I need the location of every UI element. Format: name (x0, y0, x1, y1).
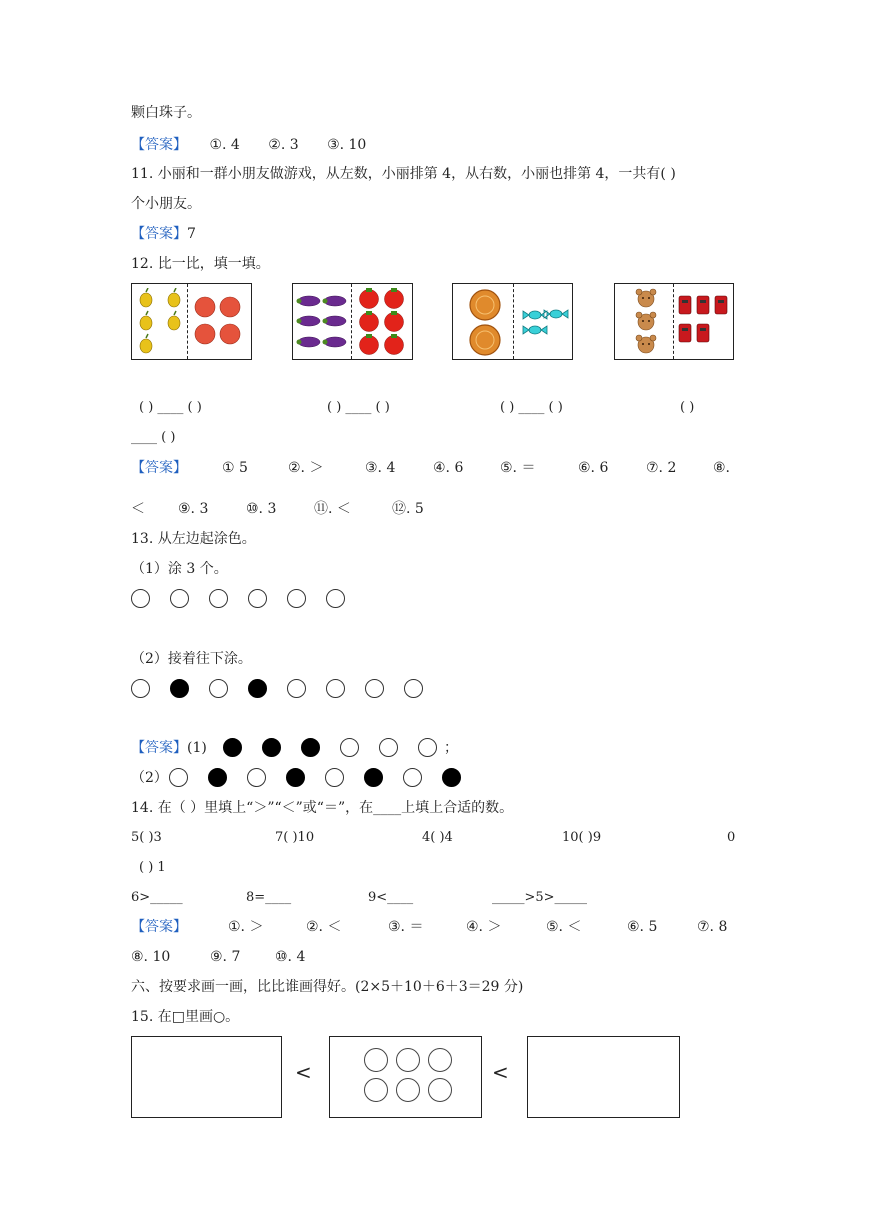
answer-item: ③. 4 (365, 460, 396, 476)
answer-item: ① 5 (222, 460, 248, 476)
answer-prefix: (1) (187, 740, 207, 756)
empty-circle-icon (379, 738, 398, 757)
empty-circle-icon (326, 589, 345, 608)
answer-item: ②. ＜ (306, 919, 342, 935)
less-than-sign: < (295, 1060, 312, 1084)
empty-circle-icon (418, 738, 437, 757)
compare-box-mooncakes-candies (452, 283, 573, 360)
q12-blank-2: ( ) ____ ( ) (327, 400, 390, 415)
compare-item: 0 (727, 830, 736, 845)
compare-item: 10( )9 (562, 830, 602, 845)
fill-item: 6>_____ (131, 890, 183, 905)
empty-circle-icon (170, 589, 189, 608)
filled-circle-icon (364, 768, 383, 787)
filled-circle-icon (262, 738, 281, 757)
empty-draw-box-right[interactable] (527, 1036, 680, 1118)
answer-item: ⑪. ＜ (314, 501, 351, 517)
filled-circle-icon (170, 679, 189, 698)
q14-text: 14. 在（ ）里填上“＞”“＜”或“＝”，在____上填上合适的数。 (131, 800, 514, 816)
empty-circle-icon (247, 768, 266, 787)
tomato-group-icon (356, 287, 410, 357)
pear-group-icon (134, 288, 186, 356)
compare-item: 5( )3 (131, 830, 162, 845)
empty-circle-icon (326, 679, 345, 698)
empty-circle-icon (365, 679, 384, 698)
less-than-sign: < (492, 1060, 509, 1084)
robot-group-icon (674, 292, 732, 350)
q11-text-2: 个小朋友。 (131, 196, 201, 212)
compare-box-pears-apples (131, 283, 252, 360)
empty-circle-icon (404, 679, 423, 698)
q11-text: 11. 小丽和一群小朋友做游戏，从左数，小丽排第 4，从右数，小丽也排第 4，一共有( ) (131, 166, 676, 182)
answer-item: ⑩. 3 (246, 501, 277, 517)
answer-label: 【答案】 (131, 226, 187, 242)
answer-item: ④. ＞ (466, 919, 502, 935)
q13-text: 13. 从左边起涂色。 (131, 531, 256, 547)
answer-item: ＜ (131, 501, 145, 517)
filled-circle-icon (223, 738, 242, 757)
q11-answer (131, 225, 196, 243)
answer-label: 【答案】 (131, 137, 187, 153)
compare-item: 7( )10 (275, 830, 315, 845)
empty-circle-icon (209, 679, 228, 698)
fill-item: _____>5>_____ (492, 890, 588, 905)
answer-item: ③. ＝ (388, 919, 424, 935)
answer-label: 【答案】 (131, 740, 187, 756)
q12-blank-5: ____ ( ) (131, 430, 176, 445)
filled-circle-icon (248, 679, 267, 698)
q13-part1: （1）涂 3 个。 (131, 561, 228, 577)
answer-item: ⑤. ＜ (546, 919, 582, 935)
empty-circle-icon (340, 738, 359, 757)
q12-text: 12. 比一比，填一填。 (131, 256, 270, 272)
answer-prefix: （2） (131, 770, 168, 786)
answer-item: ⑩. 4 (275, 949, 306, 965)
compare-box-eggplants-tomatoes (292, 283, 413, 360)
circle-icon (364, 1078, 388, 1102)
circle-icon (364, 1048, 388, 1072)
answer-item: ⑥. 5 (627, 919, 658, 935)
fill-item: 9<____ (368, 890, 414, 905)
answer-item: ⑧. (713, 460, 731, 476)
answer-item: 7 (187, 226, 196, 242)
mooncake-group-icon (465, 289, 505, 357)
answer-label: 【答案】 (131, 919, 187, 935)
section-6-heading: 六、按要求画一画，比比谁画得好。(2×5＋10＋6＋3＝29 分) (131, 979, 524, 995)
circle-icon (428, 1078, 452, 1102)
filled-circle-icon (286, 768, 305, 787)
empty-circle-icon (403, 768, 422, 787)
compare-item: 4( )4 (422, 830, 453, 845)
q12-blank-1: ( ) ____ ( ) (139, 400, 202, 415)
q13-answer-1 (131, 739, 207, 757)
answer-item: ②. 3 (268, 137, 299, 153)
empty-draw-box-left[interactable] (131, 1036, 282, 1118)
answer-item: ①. 4 (209, 137, 240, 153)
empty-circle-icon (131, 589, 150, 608)
answer-item: ④. 6 (433, 460, 464, 476)
empty-circle-icon (287, 679, 306, 698)
q12-blank-3: ( ) ____ ( ) (500, 400, 563, 415)
answer-item: ⑤. ＝ (500, 460, 536, 476)
empty-circle-icon (209, 589, 228, 608)
empty-circle-icon (325, 768, 344, 787)
candy-group-icon (518, 306, 570, 338)
filled-circle-icon (301, 738, 320, 757)
answer-item: ⑦. 8 (697, 919, 728, 935)
bear-group-icon (630, 288, 662, 358)
answer-item: ⑥. 6 (578, 460, 609, 476)
answer-item: ⑨. 3 (178, 501, 209, 517)
circle-icon (428, 1048, 452, 1072)
q12-blank-4: ( ) (680, 400, 695, 415)
compare-item: ( ) 1 (139, 860, 166, 875)
circle-box-middle (329, 1036, 482, 1118)
answer-suffix: ； (444, 740, 458, 756)
empty-circle-icon (287, 589, 306, 608)
intro-tail: 颗白珠子。 (131, 105, 201, 121)
answer-item: ⑨. 7 (210, 949, 241, 965)
answer-label: 【答案】 (131, 460, 187, 476)
q15-text: 15. 在□里画○。 (131, 1009, 240, 1025)
answer-item: ②. ＞ (288, 460, 324, 476)
eggplant-group-icon (296, 292, 350, 354)
empty-circle-icon (169, 768, 188, 787)
empty-circle-icon (131, 679, 150, 698)
q10-answer (131, 136, 366, 154)
answer-item: ⑧. 10 (131, 949, 171, 965)
circle-icon (396, 1048, 420, 1072)
answer-item: ⑫. 5 (392, 501, 424, 517)
fill-item: 8=____ (246, 890, 292, 905)
circle-icon (396, 1078, 420, 1102)
compare-box-bears-robots (614, 283, 734, 360)
filled-circle-icon (442, 768, 461, 787)
q13-part2: （2）接着往下涂。 (131, 651, 252, 667)
apple-group-icon (192, 294, 248, 350)
answer-item: ⑦. 2 (646, 460, 677, 476)
filled-circle-icon (208, 768, 227, 787)
answer-item: ①. ＞ (228, 919, 264, 935)
empty-circle-icon (248, 589, 267, 608)
answer-item: ③. 10 (327, 137, 367, 153)
